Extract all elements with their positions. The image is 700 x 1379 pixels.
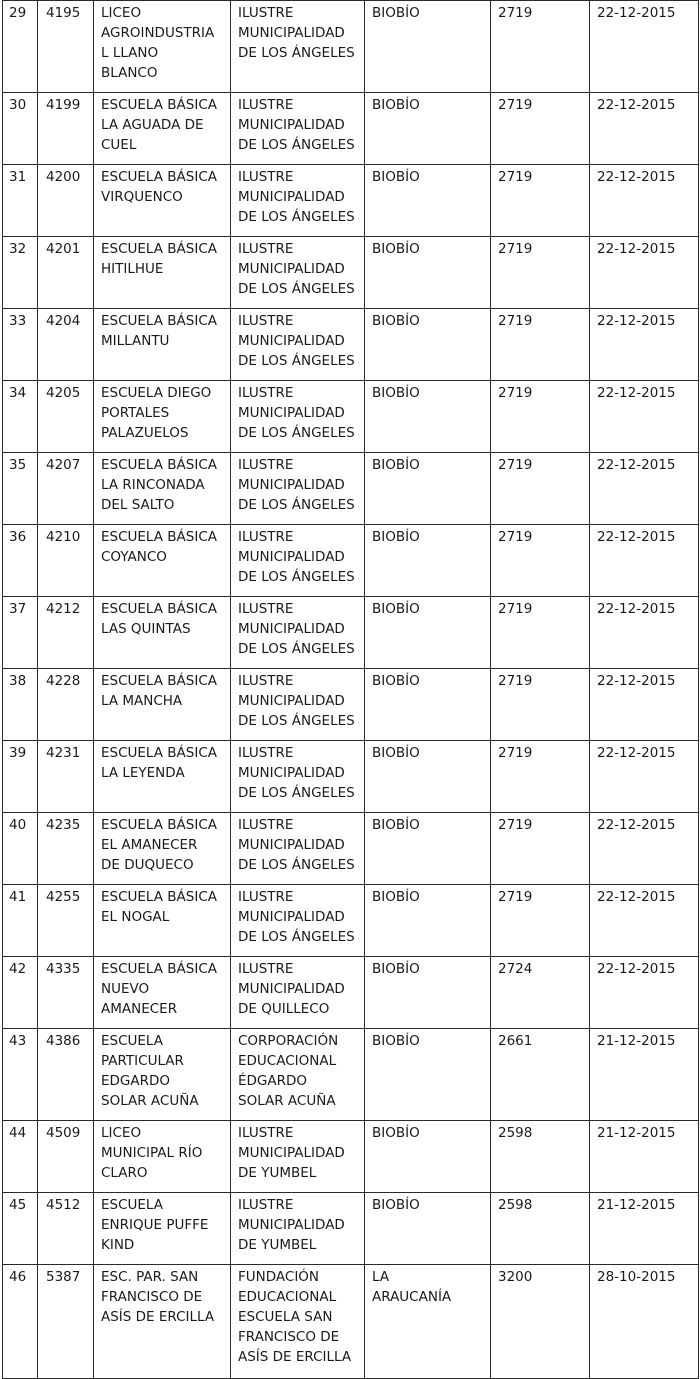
sostenedor-line: ILUSTRE [238, 601, 294, 617]
sostenedor-cell [231, 669, 365, 741]
sostenedor-line: ILUSTRE [238, 385, 294, 401]
school-name-line: EDGARDO [101, 1073, 171, 1089]
resolution-number-cell: 2719 [491, 597, 590, 669]
rbd-code-cell: 4200 [38, 165, 94, 237]
sostenedor-line: ILUSTRE [238, 889, 294, 905]
school-name-line: ESCUELA BÁSICA [101, 97, 218, 113]
school-name-line: LA MANCHA [101, 693, 183, 709]
table-row [3, 597, 699, 669]
region-line: BIOBÍO [372, 169, 420, 185]
row-number-cell: 44 [3, 1121, 38, 1193]
school-name-line: ESCUELA BÁSICA [101, 529, 218, 545]
sostenedor-cell [231, 93, 365, 165]
resolution-number-cell: 2661 [491, 1029, 590, 1121]
resolution-number-cell: 2719 [491, 453, 590, 525]
school-name-line: MUNICIPAL RÍO [101, 1145, 203, 1161]
resolution-number-cell: 2719 [491, 309, 590, 381]
date-cell: 22-12-2015 [590, 597, 699, 669]
school-name-line: L LLANO [101, 45, 159, 61]
rbd-code-cell: 4207 [38, 453, 94, 525]
sostenedor-line: MUNICIPALIDAD [238, 549, 345, 565]
school-name-line: NUEVO [101, 981, 150, 997]
school-name-line: LICEO [101, 5, 142, 21]
region-line: BIOBÍO [372, 457, 420, 473]
date-cell: 22-12-2015 [590, 813, 699, 885]
sostenedor-cell [231, 381, 365, 453]
sostenedor-cell [231, 813, 365, 885]
date-cell: 21-12-2015 [590, 1029, 699, 1121]
date-cell: 22-12-2015 [590, 93, 699, 165]
table-row [3, 1121, 699, 1193]
school-name-cell [94, 453, 231, 525]
sostenedor-cell [231, 1, 365, 93]
row-number-cell: 39 [3, 741, 38, 813]
sostenedor-line: ILUSTRE [238, 313, 294, 329]
sostenedor-line: DE LOS ÁNGELES [238, 425, 355, 441]
date-cell: 22-12-2015 [590, 165, 699, 237]
school-name-line: DEL SALTO [101, 497, 175, 513]
region-cell [365, 885, 491, 957]
sostenedor-line: ILUSTRE [238, 817, 294, 833]
date-cell: 22-12-2015 [590, 885, 699, 957]
row-number-cell: 38 [3, 669, 38, 741]
sostenedor-line: ILUSTRE [238, 961, 294, 977]
school-name-line: AMANECER [101, 1001, 178, 1017]
rbd-code-cell: 4195 [38, 1, 94, 93]
sostenedor-line: MUNICIPALIDAD [238, 405, 345, 421]
table-row [3, 1, 699, 93]
school-name-cell [94, 237, 231, 309]
rbd-code-cell: 4228 [38, 669, 94, 741]
sostenedor-line: DE LOS ÁNGELES [238, 281, 355, 297]
row-number-cell: 34 [3, 381, 38, 453]
sostenedor-line: MUNICIPALIDAD [238, 909, 345, 925]
table-row [3, 957, 699, 1029]
row-number-cell: 36 [3, 525, 38, 597]
table-row [3, 813, 699, 885]
sostenedor-cell [231, 453, 365, 525]
school-name-line: ESCUELA BÁSICA [101, 313, 218, 329]
rbd-code-cell: 5387 [38, 1265, 94, 1379]
rbd-code-cell: 4335 [38, 957, 94, 1029]
table-row [3, 165, 699, 237]
region-cell [365, 309, 491, 381]
school-name-line: SOLAR ACUÑA [101, 1093, 199, 1109]
resolution-number-cell: 2719 [491, 93, 590, 165]
school-name-line: DE DUQUECO [101, 857, 194, 873]
school-name-line: LA LEYENDA [101, 765, 185, 781]
sostenedor-line: DE LOS ÁNGELES [238, 497, 355, 513]
sostenedor-line: ILUSTRE [238, 5, 294, 21]
school-name-line: PORTALES [101, 405, 170, 421]
school-name-line: ESCUELA BÁSICA [101, 817, 218, 833]
sostenedor-cell [231, 525, 365, 597]
school-name-line: BLANCO [101, 65, 158, 81]
sostenedor-line: DE YUMBEL [238, 1237, 317, 1253]
resolution-number-cell: 2724 [491, 957, 590, 1029]
date-cell: 22-12-2015 [590, 957, 699, 1029]
region-line: BIOBÍO [372, 673, 420, 689]
school-name-line: LAS QUINTAS [101, 621, 191, 637]
school-name-cell [94, 957, 231, 1029]
sostenedor-cell [231, 1029, 365, 1121]
table-row [3, 1029, 699, 1121]
school-name-cell [94, 1265, 231, 1379]
row-number-cell: 42 [3, 957, 38, 1029]
row-number-cell: 41 [3, 885, 38, 957]
sostenedor-line: MUNICIPALIDAD [238, 693, 345, 709]
sostenedor-line: ILUSTRE [238, 1125, 294, 1141]
resolution-number-cell: 3200 [491, 1265, 590, 1379]
school-name-cell [94, 525, 231, 597]
sostenedor-line: ILUSTRE [238, 97, 294, 113]
sostenedor-line: MUNICIPALIDAD [238, 981, 345, 997]
school-name-line: EL AMANECER [101, 837, 198, 853]
school-name-line: ESCUELA BÁSICA [101, 169, 218, 185]
row-number-cell: 45 [3, 1193, 38, 1265]
school-name-line: ESCUELA BÁSICA [101, 673, 218, 689]
region-line: BIOBÍO [372, 313, 420, 329]
sostenedor-line: MUNICIPALIDAD [238, 621, 345, 637]
sostenedor-line: DE QUILLECO [238, 1001, 330, 1017]
table-row [3, 93, 699, 165]
sostenedor-line: MUNICIPALIDAD [238, 333, 345, 349]
region-line: BIOBÍO [372, 241, 420, 257]
school-name-cell [94, 741, 231, 813]
resolution-number-cell: 2598 [491, 1121, 590, 1193]
school-name-line: ESCUELA [101, 1033, 164, 1049]
school-name-line: ESCUELA BÁSICA [101, 745, 218, 761]
sostenedor-line: DE LOS ÁNGELES [238, 785, 355, 801]
row-number-cell: 46 [3, 1265, 38, 1379]
row-number-cell: 32 [3, 237, 38, 309]
table-row [3, 381, 699, 453]
establishments-table [2, 0, 699, 1379]
sostenedor-line: DE LOS ÁNGELES [238, 353, 355, 369]
school-name-line: ESC. PAR. SAN [101, 1269, 199, 1285]
school-name-cell [94, 885, 231, 957]
resolution-number-cell: 2719 [491, 885, 590, 957]
sostenedor-line: MUNICIPALIDAD [238, 117, 345, 133]
region-cell [365, 1029, 491, 1121]
sostenedor-line: DE LOS ÁNGELES [238, 857, 355, 873]
rbd-code-cell: 4386 [38, 1029, 94, 1121]
school-name-line: LICEO [101, 1125, 142, 1141]
school-name-line: ENRIQUE PUFFE [101, 1217, 209, 1233]
resolution-number-cell: 2719 [491, 741, 590, 813]
date-cell: 22-12-2015 [590, 237, 699, 309]
table-row [3, 669, 699, 741]
rbd-code-cell: 4231 [38, 741, 94, 813]
table-row [3, 741, 699, 813]
school-name-line: AGROINDUSTRIA [101, 25, 215, 41]
sostenedor-line: DE LOS ÁNGELES [238, 641, 355, 657]
date-cell: 22-12-2015 [590, 669, 699, 741]
date-cell: 22-12-2015 [590, 525, 699, 597]
school-name-cell [94, 1121, 231, 1193]
table-row [3, 525, 699, 597]
sostenedor-line: MUNICIPALIDAD [238, 477, 345, 493]
rbd-code-cell: 4204 [38, 309, 94, 381]
sostenedor-line: EDUCACIONAL [238, 1053, 337, 1069]
sostenedor-line: ILUSTRE [238, 169, 294, 185]
rbd-code-cell: 4201 [38, 237, 94, 309]
region-line: BIOBÍO [372, 529, 420, 545]
sostenedor-line: MUNICIPALIDAD [238, 765, 345, 781]
resolution-number-cell: 2719 [491, 813, 590, 885]
region-cell [365, 165, 491, 237]
region-cell [365, 1121, 491, 1193]
region-line: BIOBÍO [372, 745, 420, 761]
school-name-line: ESCUELA BÁSICA [101, 241, 218, 257]
sostenedor-cell [231, 597, 365, 669]
region-line: BIOBÍO [372, 889, 420, 905]
school-name-line: LA RINCONADA [101, 477, 205, 493]
sostenedor-cell [231, 1121, 365, 1193]
region-cell [365, 1193, 491, 1265]
rbd-code-cell: 4199 [38, 93, 94, 165]
school-name-cell [94, 309, 231, 381]
rbd-code-cell: 4212 [38, 597, 94, 669]
sostenedor-line: DE LOS ÁNGELES [238, 137, 355, 153]
school-name-cell [94, 813, 231, 885]
school-name-cell [94, 597, 231, 669]
row-number-cell: 37 [3, 597, 38, 669]
sostenedor-cell [231, 741, 365, 813]
sostenedor-line: DE LOS ÁNGELES [238, 929, 355, 945]
table-row [3, 453, 699, 525]
school-name-line: CUEL [101, 137, 137, 153]
school-name-line: VIRQUENCO [101, 189, 183, 205]
sostenedor-line: DE LOS ÁNGELES [238, 209, 355, 225]
sostenedor-line: FUNDACIÓN [238, 1269, 320, 1285]
table-row [3, 885, 699, 957]
sostenedor-line: FRANCISCO DE [238, 1329, 340, 1345]
date-cell: 21-12-2015 [590, 1121, 699, 1193]
resolution-number-cell: 2719 [491, 165, 590, 237]
rbd-code-cell: 4512 [38, 1193, 94, 1265]
school-name-cell [94, 669, 231, 741]
rbd-code-cell: 4235 [38, 813, 94, 885]
table-row [3, 309, 699, 381]
rbd-code-cell: 4210 [38, 525, 94, 597]
region-line: BIOBÍO [372, 601, 420, 617]
sostenedor-line: ASÍS DE ERCILLA [238, 1349, 352, 1365]
region-line: BIOBÍO [372, 961, 420, 977]
resolution-number-cell: 2719 [491, 669, 590, 741]
school-name-line: FRANCISCO DE [101, 1289, 203, 1305]
sostenedor-line: ILUSTRE [238, 529, 294, 545]
sostenedor-line: EDUCACIONAL [238, 1289, 337, 1305]
region-cell [365, 525, 491, 597]
date-cell: 22-12-2015 [590, 309, 699, 381]
sostenedor-line: ILUSTRE [238, 1197, 294, 1213]
region-cell [365, 453, 491, 525]
date-cell: 22-12-2015 [590, 381, 699, 453]
row-number-cell: 29 [3, 1, 38, 93]
region-cell [365, 1265, 491, 1379]
school-name-line: PALAZUELOS [101, 425, 189, 441]
region-cell [365, 93, 491, 165]
sostenedor-line: MUNICIPALIDAD [238, 837, 345, 853]
region-line: ARAUCANÍA [372, 1289, 452, 1305]
school-name-line: ESCUELA BÁSICA [101, 961, 218, 977]
sostenedor-line: MUNICIPALIDAD [238, 1145, 345, 1161]
school-name-cell [94, 93, 231, 165]
region-cell [365, 237, 491, 309]
region-cell [365, 741, 491, 813]
resolution-number-cell: 2719 [491, 237, 590, 309]
sostenedor-line: MUNICIPALIDAD [238, 25, 345, 41]
sostenedor-line: ILUSTRE [238, 673, 294, 689]
sostenedor-line: CORPORACIÓN [238, 1033, 339, 1049]
rbd-code-cell: 4509 [38, 1121, 94, 1193]
sostenedor-cell [231, 885, 365, 957]
region-line: BIOBÍO [372, 97, 420, 113]
region-cell [365, 669, 491, 741]
school-name-line: ESCUELA BÁSICA [101, 601, 218, 617]
date-cell: 28-10-2015 [590, 1265, 699, 1379]
sostenedor-line: DE LOS ÁNGELES [238, 569, 355, 585]
row-number-cell: 35 [3, 453, 38, 525]
region-line: LA [372, 1269, 390, 1285]
school-name-line: ESCUELA BÁSICA [101, 889, 218, 905]
sostenedor-line: MUNICIPALIDAD [238, 261, 345, 277]
row-number-cell: 40 [3, 813, 38, 885]
school-name-line: HITILHUE [101, 261, 164, 277]
region-line: BIOBÍO [372, 5, 420, 21]
date-cell: 22-12-2015 [590, 453, 699, 525]
school-name-line: CLARO [101, 1165, 148, 1181]
school-name-line: MILLANTU [101, 333, 170, 349]
table-row [3, 237, 699, 309]
region-cell [365, 1, 491, 93]
region-line: BIOBÍO [372, 385, 420, 401]
sostenedor-line: ESCUELA SAN [238, 1309, 333, 1325]
sostenedor-cell [231, 957, 365, 1029]
school-name-line: ESCUELA DIEGO [101, 385, 212, 401]
table-body [3, 1, 699, 1379]
region-line: BIOBÍO [372, 817, 420, 833]
row-number-cell: 31 [3, 165, 38, 237]
resolution-number-cell: 2598 [491, 1193, 590, 1265]
row-number-cell: 30 [3, 93, 38, 165]
school-name-line: COYANCO [101, 549, 167, 565]
sostenedor-line: ILUSTRE [238, 457, 294, 473]
region-cell [365, 381, 491, 453]
region-line: BIOBÍO [372, 1033, 420, 1049]
sostenedor-line: DE LOS ÁNGELES [238, 713, 355, 729]
row-number-cell: 43 [3, 1029, 38, 1121]
school-name-cell [94, 1, 231, 93]
rbd-code-cell: 4205 [38, 381, 94, 453]
sostenedor-cell [231, 1265, 365, 1379]
sostenedor-line: ÉDGARDO [238, 1073, 308, 1089]
sostenedor-line: SOLAR ACUÑA [238, 1093, 336, 1109]
date-cell: 22-12-2015 [590, 1, 699, 93]
region-cell [365, 957, 491, 1029]
sostenedor-line: DE LOS ÁNGELES [238, 45, 355, 61]
resolution-number-cell: 2719 [491, 1, 590, 93]
sostenedor-line: ILUSTRE [238, 745, 294, 761]
school-name-cell [94, 165, 231, 237]
school-name-line: ESCUELA BÁSICA [101, 457, 218, 473]
sostenedor-cell [231, 1193, 365, 1265]
resolution-number-cell: 2719 [491, 525, 590, 597]
sostenedor-cell [231, 309, 365, 381]
school-name-line: ESCUELA [101, 1197, 164, 1213]
sostenedor-cell [231, 165, 365, 237]
school-name-cell [94, 1193, 231, 1265]
school-name-line: PARTICULAR [101, 1053, 184, 1069]
region-line: BIOBÍO [372, 1197, 420, 1213]
school-name-line: KIND [101, 1237, 135, 1253]
sostenedor-line: DE YUMBEL [238, 1165, 317, 1181]
school-name-cell [94, 381, 231, 453]
date-cell: 21-12-2015 [590, 1193, 699, 1265]
sostenedor-line: MUNICIPALIDAD [238, 1217, 345, 1233]
date-cell: 22-12-2015 [590, 741, 699, 813]
resolution-number-cell: 2719 [491, 381, 590, 453]
region-cell [365, 597, 491, 669]
sostenedor-line: ILUSTRE [238, 241, 294, 257]
rbd-code-cell: 4255 [38, 885, 94, 957]
school-name-line: EL NOGAL [101, 909, 170, 925]
school-name-line: LA AGUADA DE [101, 117, 204, 133]
region-cell [365, 813, 491, 885]
sostenedor-cell [231, 237, 365, 309]
table-row [3, 1265, 699, 1379]
region-line: BIOBÍO [372, 1125, 420, 1141]
school-name-cell [94, 1029, 231, 1121]
school-name-line: ASÍS DE ERCILLA [101, 1309, 215, 1325]
row-number-cell: 33 [3, 309, 38, 381]
sostenedor-line: MUNICIPALIDAD [238, 189, 345, 205]
table-row [3, 1193, 699, 1265]
